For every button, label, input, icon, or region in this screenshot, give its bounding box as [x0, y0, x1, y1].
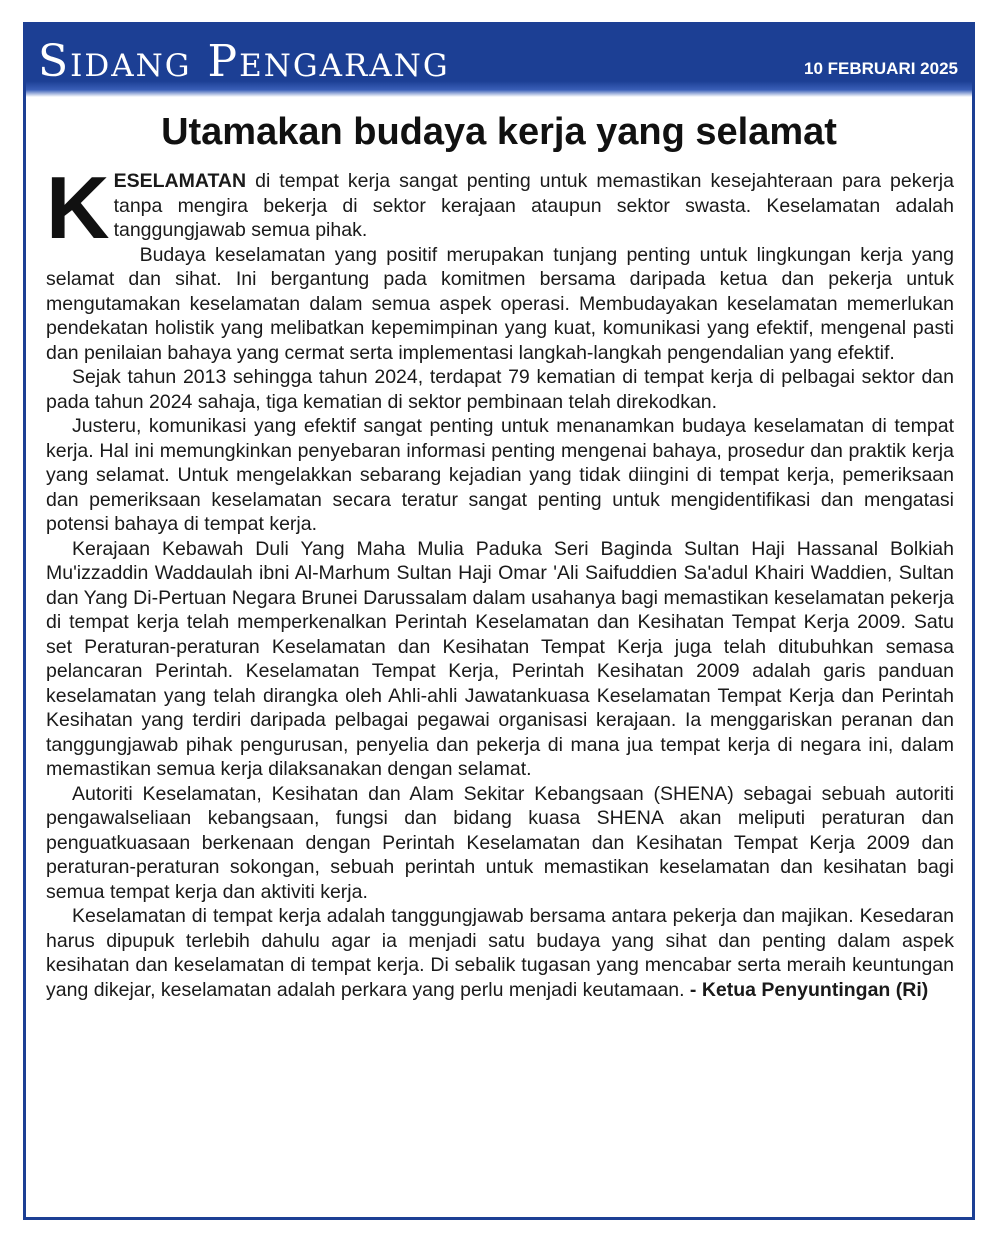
paragraph: Justeru, komunikasi yang efektif sangat penting untuk menanamkan budaya keselamatan di tempat kerja. Hal ini memungkinkan penyebaran informasi penting mengenai bahaya, prosedur dan praktik kerja yang selamat. Untuk mengelakkan sebarang kejadian yang tidak diingini di tempat kerja, pemeriksaan dan pemeriksaan keselamatan secara teratur sangat penting untuk mengidentifikasi dan mengatasi potensi bahaya di tempat kerja.: [46, 415, 954, 535]
masthead-banner: [26, 25, 972, 97]
editorial-frame: [23, 22, 975, 1220]
closing-text: Keselamatan di tempat kerja adalah tanggungjawab bersama antara pekerja dan majikan. Kesedaran harus dipupuk terlebih dahulu agar ia menjadi satu budaya yang sihat dan penting dalam aspek kesihatan dan keselamatan di tempat kerja. Di sebalik tugasan yang mencabar serta meraih keuntungan yang dikejar, keselamatan adalah perkara yang perlu menjadi keutamaan.: [46, 905, 954, 1001]
publication-date: 10 FEBRUARI 2025: [803, 59, 958, 78]
paragraph: Kerajaan Kebawah Duli Yang Maha Mulia Paduka Seri Baginda Sultan Haji Hassanal Bolkiah Mu'izzaddin Waddaulah ibni Al-Marhum Sultan Haji Omar 'Ali Saifuddien Sa'adul Khairi Waddien, Sultan dan Yang Di-Pertuan Negara Brunei Darussalam dalam usahanya bagi memastikan keselamatan pekerja di tempat kerja telah memperkenalkan Perintah Keselamatan dan Kesihatan Tempat Kerja 2009. Satu set Peraturan-peraturan Keselamatan dan Kesihatan Tempat Kerja juga telah ditubuhkan semasa pelancaran Perintah. Keselamatan Tempat Kerja, Perintah Kesihatan 2009 adalah garis panduan keselamatan yang telah dirangka oleh Ahli-ahli Jawatankuasa Keselamatan Tempat Kerja dan Perintah Kesihatan yang terdiri daripada pelbagai pegawai organisasi kerajaan. Ia menggariskan peranan dan tanggungjawab pihak pengurusan, penyelia dan pekerja di mana jua tempat kerja di negara ini, dalam memastikan semua kerja dilaksanakan dengan selamat.: [46, 537, 954, 780]
paragraph: Sejak tahun 2013 sehingga tahun 2024, terdapat 79 kematian di tempat kerja di pelbagai sektor dan pada tahun 2024 sahaja, tiga kematian di sektor pembinaan telah direkodkan.: [46, 366, 954, 413]
paragraph: Budaya keselamatan yang positif merupakan tunjang penting untuk lingkungan kerja yang selamat dan sihat. Ini bergantung pada komitmen bersama daripada ketua dan pekerja untuk mengutamakan keselamatan dalam semua aspek operasi. Membudayakan keselamatan memerlukan pendekatan holistik yang melibatkan kepemimpinan yang kuat, komunikasi yang efektif, mengenal pasti dan penilaian bahaya yang cermat serta implementasi langkah-langkah pengendalian yang efektif.: [46, 243, 954, 364]
masthead-title: Sidang Pengarang: [38, 36, 450, 87]
drop-cap: K: [46, 158, 110, 257]
headline: Utamakan budaya kerja yang selamat: [161, 111, 837, 153]
lead-text: di tempat kerja sangat penting untuk memastikan kesejahteraan para pekerja tanpa mengira bekerja di sektor kerajaan ataupun sektor swasta. Keselamatan adalah tanggungjawab semua pihak.: [113, 170, 954, 241]
article-body: [46, 158, 954, 1002]
lead-paragraph: [46, 158, 954, 257]
paragraph: Autoriti Keselamatan, Kesihatan dan Alam Sekitar Kebangsaan (SHENA) sebagai sebuah autoriti pengawalseliaan kebangsaan, fungsi dan bidang kuasa SHENA akan meliputi peraturan dan penguatkuasaan berkenaan dengan Perintah Keselamatan dan Kesihatan Tempat Kerja 2009 dan peraturan-peraturan sokongan, sebuah perintah untuk memastikan keselamatan dan kesihatan bagi semua tempat kerja dan aktiviti kerja.: [46, 782, 954, 903]
lead-word: ESELAMATAN: [113, 170, 247, 192]
closing-paragraph: [46, 904, 954, 1002]
byline: - Ketua Penyuntingan (Ri): [689, 978, 929, 1001]
